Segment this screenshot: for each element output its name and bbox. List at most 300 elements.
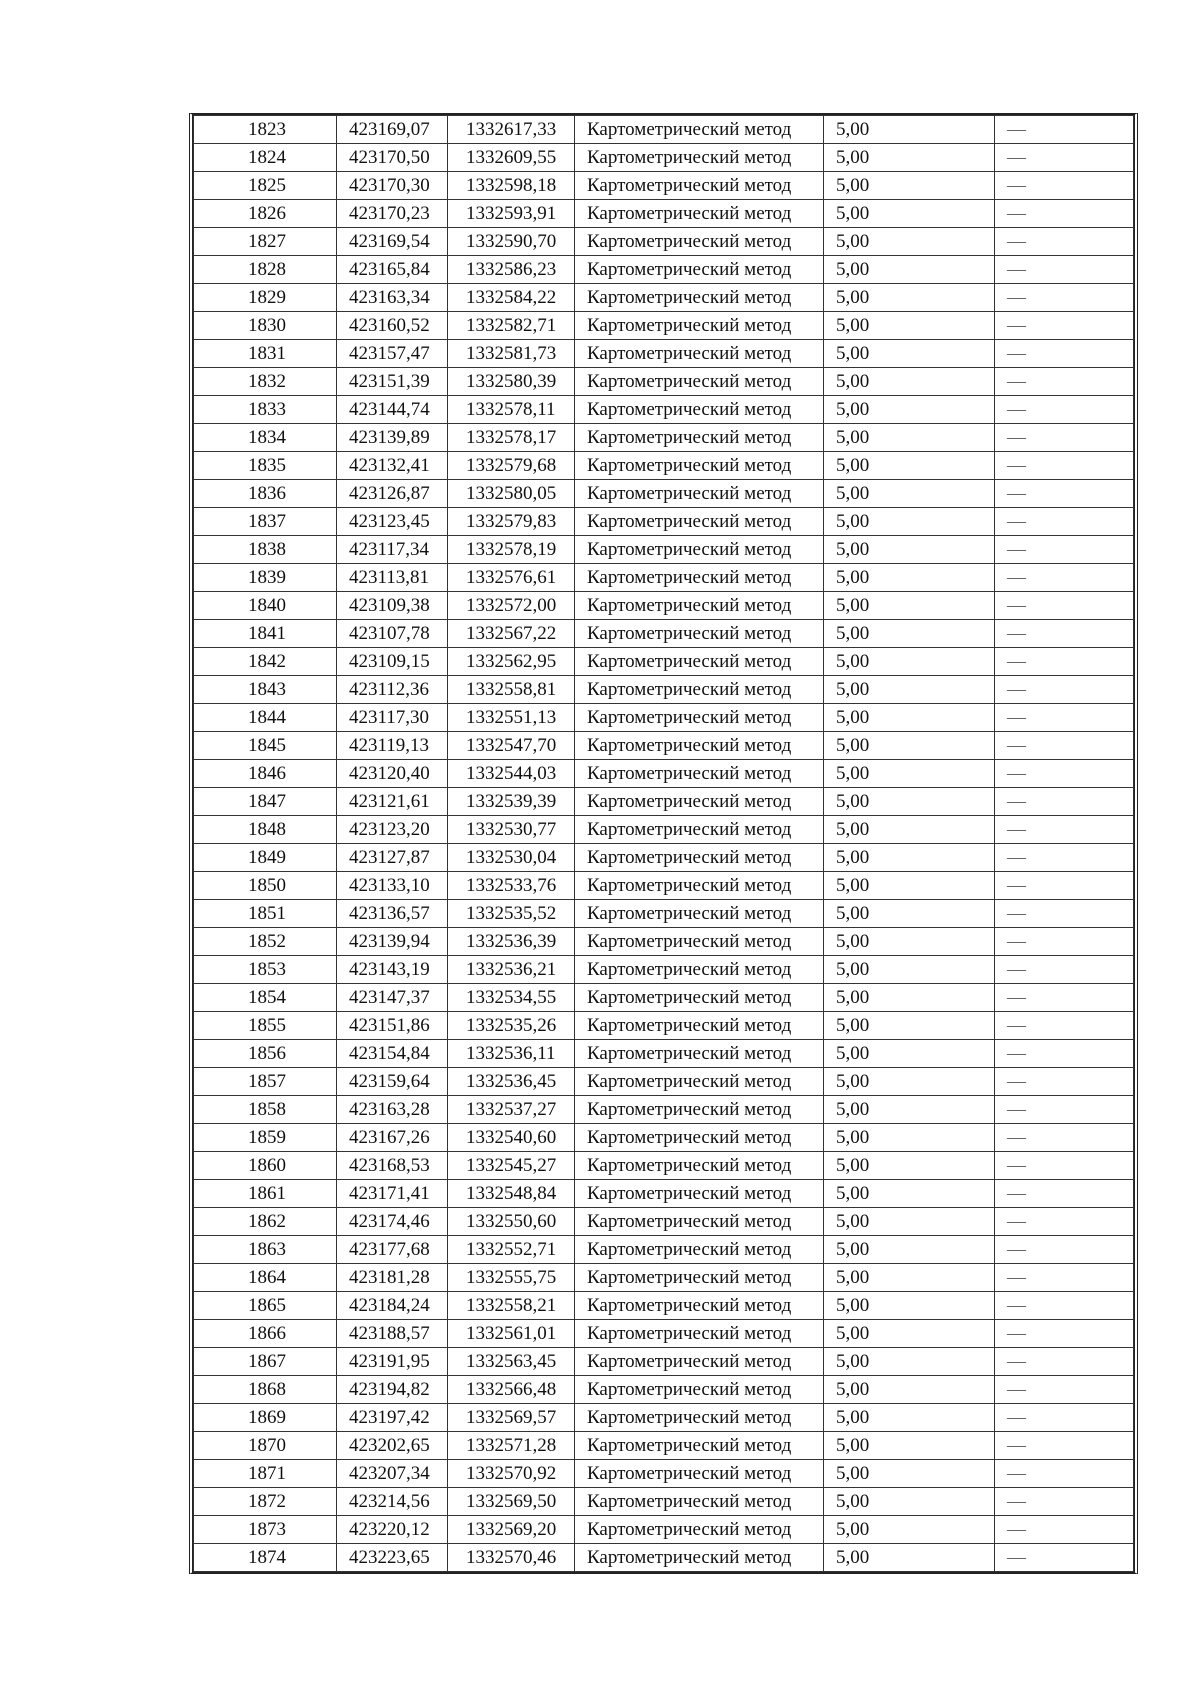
x-coordinate-cell: 423117,34: [337, 536, 448, 564]
x-coordinate-cell: 423127,87: [337, 844, 448, 872]
x-coordinate-cell: 423169,54: [337, 228, 448, 256]
table-row: [194, 144, 1134, 172]
dash-cell: —: [995, 508, 1134, 536]
table-row: [194, 536, 1134, 564]
x-coordinate-cell: 423136,57: [337, 900, 448, 928]
x-coordinate-cell: 423207,34: [337, 1460, 448, 1488]
y-coordinate-cell: 1332539,39: [448, 788, 575, 816]
accuracy-cell: 5,00: [824, 1012, 995, 1040]
y-coordinate-cell: 1332555,75: [448, 1264, 575, 1292]
method-cell: Картометрический метод: [575, 620, 824, 648]
method-cell: Картометрический метод: [575, 592, 824, 620]
accuracy-cell: 5,00: [824, 984, 995, 1012]
y-coordinate-cell: 1332558,81: [448, 676, 575, 704]
accuracy-cell: 5,00: [824, 1068, 995, 1096]
point-number-cell: 1853: [194, 956, 337, 984]
accuracy-cell: 5,00: [824, 1124, 995, 1152]
y-coordinate-cell: 1332530,04: [448, 844, 575, 872]
point-number-cell: 1874: [194, 1544, 337, 1572]
dash-cell: —: [995, 900, 1134, 928]
table-row: [194, 592, 1134, 620]
accuracy-cell: 5,00: [824, 1040, 995, 1068]
table-row: [194, 872, 1134, 900]
method-cell: Картометрический метод: [575, 844, 824, 872]
method-cell: Картометрический метод: [575, 900, 824, 928]
y-coordinate-cell: 1332544,03: [448, 760, 575, 788]
x-coordinate-cell: 423154,84: [337, 1040, 448, 1068]
table-row: [194, 900, 1134, 928]
x-coordinate-cell: 423109,38: [337, 592, 448, 620]
x-coordinate-cell: 423107,78: [337, 620, 448, 648]
table-row: [194, 1292, 1134, 1320]
x-coordinate-cell: 423177,68: [337, 1236, 448, 1264]
table-row: [194, 284, 1134, 312]
x-coordinate-cell: 423223,65: [337, 1544, 448, 1572]
method-cell: Картометрический метод: [575, 1292, 824, 1320]
method-cell: Картометрический метод: [575, 760, 824, 788]
dash-cell: —: [995, 704, 1134, 732]
accuracy-cell: 5,00: [824, 536, 995, 564]
x-coordinate-cell: 423163,34: [337, 284, 448, 312]
point-number-cell: 1856: [194, 1040, 337, 1068]
dash-cell: —: [995, 1068, 1134, 1096]
dash-cell: —: [995, 228, 1134, 256]
y-coordinate-cell: 1332535,52: [448, 900, 575, 928]
x-coordinate-cell: 423214,56: [337, 1488, 448, 1516]
method-cell: Картометрический метод: [575, 1124, 824, 1152]
y-coordinate-cell: 1332617,33: [448, 116, 575, 144]
dash-cell: —: [995, 956, 1134, 984]
point-number-cell: 1836: [194, 480, 337, 508]
table-row: [194, 1152, 1134, 1180]
accuracy-cell: 5,00: [824, 200, 995, 228]
method-cell: Картометрический метод: [575, 1544, 824, 1572]
table-row: [194, 788, 1134, 816]
dash-cell: —: [995, 1040, 1134, 1068]
method-cell: Картометрический метод: [575, 1488, 824, 1516]
table-row: [194, 1516, 1134, 1544]
x-coordinate-cell: 423181,28: [337, 1264, 448, 1292]
dash-cell: —: [995, 368, 1134, 396]
x-coordinate-cell: 423170,30: [337, 172, 448, 200]
point-number-cell: 1833: [194, 396, 337, 424]
y-coordinate-cell: 1332567,22: [448, 620, 575, 648]
dash-cell: —: [995, 676, 1134, 704]
y-coordinate-cell: 1332576,61: [448, 564, 575, 592]
accuracy-cell: 5,00: [824, 1320, 995, 1348]
point-number-cell: 1854: [194, 984, 337, 1012]
dash-cell: —: [995, 1348, 1134, 1376]
table-row: [194, 1012, 1134, 1040]
dash-cell: —: [995, 452, 1134, 480]
point-number-cell: 1834: [194, 424, 337, 452]
y-coordinate-cell: 1332536,45: [448, 1068, 575, 1096]
y-coordinate-cell: 1332593,91: [448, 200, 575, 228]
point-number-cell: 1827: [194, 228, 337, 256]
x-coordinate-cell: 423113,81: [337, 564, 448, 592]
method-cell: Картометрический метод: [575, 508, 824, 536]
accuracy-cell: 5,00: [824, 1096, 995, 1124]
accuracy-cell: 5,00: [824, 1488, 995, 1516]
point-number-cell: 1861: [194, 1180, 337, 1208]
table-row: [194, 1404, 1134, 1432]
method-cell: Картометрический метод: [575, 1180, 824, 1208]
x-coordinate-cell: 423191,95: [337, 1348, 448, 1376]
table-row: [194, 116, 1134, 144]
accuracy-cell: 5,00: [824, 900, 995, 928]
method-cell: Картометрический метод: [575, 1096, 824, 1124]
accuracy-cell: 5,00: [824, 256, 995, 284]
point-number-cell: 1847: [194, 788, 337, 816]
dash-cell: —: [995, 1264, 1134, 1292]
table-row: [194, 172, 1134, 200]
x-coordinate-cell: 423109,15: [337, 648, 448, 676]
point-number-cell: 1831: [194, 340, 337, 368]
point-number-cell: 1844: [194, 704, 337, 732]
table-row: [194, 1432, 1134, 1460]
x-coordinate-cell: 423151,39: [337, 368, 448, 396]
method-cell: Картометрический метод: [575, 312, 824, 340]
x-coordinate-cell: 423202,65: [337, 1432, 448, 1460]
dash-cell: —: [995, 116, 1134, 144]
dash-cell: —: [995, 1012, 1134, 1040]
point-number-cell: 1841: [194, 620, 337, 648]
y-coordinate-cell: 1332533,76: [448, 872, 575, 900]
x-coordinate-cell: 423171,41: [337, 1180, 448, 1208]
accuracy-cell: 5,00: [824, 816, 995, 844]
dash-cell: —: [995, 424, 1134, 452]
point-number-cell: 1843: [194, 676, 337, 704]
dash-cell: —: [995, 844, 1134, 872]
point-number-cell: 1832: [194, 368, 337, 396]
table-row: [194, 1320, 1134, 1348]
method-cell: Картометрический метод: [575, 1208, 824, 1236]
accuracy-cell: 5,00: [824, 1376, 995, 1404]
method-cell: Картометрический метод: [575, 816, 824, 844]
method-cell: Картометрический метод: [575, 1068, 824, 1096]
y-coordinate-cell: 1332536,39: [448, 928, 575, 956]
dash-cell: —: [995, 1320, 1134, 1348]
table-row: [194, 1460, 1134, 1488]
point-number-cell: 1823: [194, 116, 337, 144]
y-coordinate-cell: 1332569,50: [448, 1488, 575, 1516]
method-cell: Картометрический метод: [575, 872, 824, 900]
y-coordinate-cell: 1332598,18: [448, 172, 575, 200]
point-number-cell: 1858: [194, 1096, 337, 1124]
accuracy-cell: 5,00: [824, 312, 995, 340]
point-number-cell: 1866: [194, 1320, 337, 1348]
y-coordinate-cell: 1332578,19: [448, 536, 575, 564]
accuracy-cell: 5,00: [824, 732, 995, 760]
y-coordinate-cell: 1332578,17: [448, 424, 575, 452]
y-coordinate-cell: 1332545,27: [448, 1152, 575, 1180]
method-cell: Картометрический метод: [575, 172, 824, 200]
x-coordinate-cell: 423143,19: [337, 956, 448, 984]
y-coordinate-cell: 1332572,00: [448, 592, 575, 620]
table-row: [194, 1376, 1134, 1404]
accuracy-cell: 5,00: [824, 1432, 995, 1460]
accuracy-cell: 5,00: [824, 1292, 995, 1320]
x-coordinate-cell: 423197,42: [337, 1404, 448, 1432]
table-row: [194, 200, 1134, 228]
y-coordinate-cell: 1332558,21: [448, 1292, 575, 1320]
dash-cell: —: [995, 144, 1134, 172]
point-number-cell: 1862: [194, 1208, 337, 1236]
table-row: [194, 1124, 1134, 1152]
point-number-cell: 1824: [194, 144, 337, 172]
dash-cell: —: [995, 760, 1134, 788]
accuracy-cell: 5,00: [824, 340, 995, 368]
dash-cell: —: [995, 564, 1134, 592]
point-number-cell: 1829: [194, 284, 337, 312]
table-row: [194, 760, 1134, 788]
method-cell: Картометрический метод: [575, 536, 824, 564]
x-coordinate-cell: 423139,89: [337, 424, 448, 452]
x-coordinate-cell: 423119,13: [337, 732, 448, 760]
y-coordinate-cell: 1332540,60: [448, 1124, 575, 1152]
table-row: [194, 844, 1134, 872]
dash-cell: —: [995, 1404, 1134, 1432]
point-number-cell: 1828: [194, 256, 337, 284]
method-cell: Картометрический метод: [575, 200, 824, 228]
point-number-cell: 1850: [194, 872, 337, 900]
y-coordinate-cell: 1332530,77: [448, 816, 575, 844]
point-number-cell: 1826: [194, 200, 337, 228]
x-coordinate-cell: 423167,26: [337, 1124, 448, 1152]
method-cell: Картометрический метод: [575, 424, 824, 452]
method-cell: Картометрический метод: [575, 1348, 824, 1376]
accuracy-cell: 5,00: [824, 1460, 995, 1488]
y-coordinate-cell: 1332570,92: [448, 1460, 575, 1488]
method-cell: Картометрический метод: [575, 1012, 824, 1040]
y-coordinate-cell: 1332537,27: [448, 1096, 575, 1124]
y-coordinate-cell: 1332579,83: [448, 508, 575, 536]
method-cell: Картометрический метод: [575, 984, 824, 1012]
table-row: [194, 256, 1134, 284]
method-cell: Картометрический метод: [575, 1152, 824, 1180]
table-row: [194, 228, 1134, 256]
point-number-cell: 1845: [194, 732, 337, 760]
table-row: [194, 1264, 1134, 1292]
point-number-cell: 1868: [194, 1376, 337, 1404]
y-coordinate-cell: 1332563,45: [448, 1348, 575, 1376]
x-coordinate-cell: 423159,64: [337, 1068, 448, 1096]
point-number-cell: 1870: [194, 1432, 337, 1460]
method-cell: Картометрический метод: [575, 788, 824, 816]
x-coordinate-cell: 423160,52: [337, 312, 448, 340]
method-cell: Картометрический метод: [575, 1236, 824, 1264]
y-coordinate-cell: 1332590,70: [448, 228, 575, 256]
method-cell: Картометрический метод: [575, 564, 824, 592]
table-row: [194, 340, 1134, 368]
table-row: [194, 1544, 1134, 1572]
dash-cell: —: [995, 592, 1134, 620]
y-coordinate-cell: 1332570,46: [448, 1544, 575, 1572]
point-number-cell: 1846: [194, 760, 337, 788]
coordinates-table: [193, 115, 1134, 1572]
point-number-cell: 1838: [194, 536, 337, 564]
table-row: [194, 564, 1134, 592]
method-cell: Картометрический метод: [575, 1404, 824, 1432]
method-cell: Картометрический метод: [575, 704, 824, 732]
table-row: [194, 984, 1134, 1012]
accuracy-cell: 5,00: [824, 1544, 995, 1572]
dash-cell: —: [995, 396, 1134, 424]
x-coordinate-cell: 423144,74: [337, 396, 448, 424]
point-number-cell: 1871: [194, 1460, 337, 1488]
table-row: [194, 620, 1134, 648]
accuracy-cell: 5,00: [824, 676, 995, 704]
x-coordinate-cell: 423220,12: [337, 1516, 448, 1544]
method-cell: Картометрический метод: [575, 1376, 824, 1404]
x-coordinate-cell: 423169,07: [337, 116, 448, 144]
point-number-cell: 1840: [194, 592, 337, 620]
accuracy-cell: 5,00: [824, 1264, 995, 1292]
dash-cell: —: [995, 816, 1134, 844]
x-coordinate-cell: 423170,23: [337, 200, 448, 228]
y-coordinate-cell: 1332569,20: [448, 1516, 575, 1544]
dash-cell: —: [995, 1432, 1134, 1460]
dash-cell: —: [995, 1460, 1134, 1488]
table-row: [194, 508, 1134, 536]
x-coordinate-cell: 423139,94: [337, 928, 448, 956]
table-row: [194, 956, 1134, 984]
y-coordinate-cell: 1332609,55: [448, 144, 575, 172]
y-coordinate-cell: 1332584,22: [448, 284, 575, 312]
method-cell: Картометрический метод: [575, 1516, 824, 1544]
y-coordinate-cell: 1332581,73: [448, 340, 575, 368]
point-number-cell: 1839: [194, 564, 337, 592]
accuracy-cell: 5,00: [824, 396, 995, 424]
accuracy-cell: 5,00: [824, 844, 995, 872]
x-coordinate-cell: 423168,53: [337, 1152, 448, 1180]
table-row: [194, 1180, 1134, 1208]
accuracy-cell: 5,00: [824, 1152, 995, 1180]
point-number-cell: 1842: [194, 648, 337, 676]
y-coordinate-cell: 1332566,48: [448, 1376, 575, 1404]
accuracy-cell: 5,00: [824, 1516, 995, 1544]
x-coordinate-cell: 423112,36: [337, 676, 448, 704]
method-cell: Картометрический метод: [575, 284, 824, 312]
coordinates-table-frame: [189, 113, 1138, 1574]
y-coordinate-cell: 1332534,55: [448, 984, 575, 1012]
accuracy-cell: 5,00: [824, 928, 995, 956]
method-cell: Картометрический метод: [575, 1460, 824, 1488]
method-cell: Картометрический метод: [575, 732, 824, 760]
dash-cell: —: [995, 732, 1134, 760]
dash-cell: —: [995, 1516, 1134, 1544]
point-number-cell: 1873: [194, 1516, 337, 1544]
dash-cell: —: [995, 1096, 1134, 1124]
accuracy-cell: 5,00: [824, 1348, 995, 1376]
table-row: [194, 1488, 1134, 1516]
dash-cell: —: [995, 340, 1134, 368]
accuracy-cell: 5,00: [824, 284, 995, 312]
x-coordinate-cell: 423132,41: [337, 452, 448, 480]
dash-cell: —: [995, 1124, 1134, 1152]
dash-cell: —: [995, 480, 1134, 508]
point-number-cell: 1864: [194, 1264, 337, 1292]
accuracy-cell: 5,00: [824, 368, 995, 396]
method-cell: Картометрический метод: [575, 396, 824, 424]
point-number-cell: 1855: [194, 1012, 337, 1040]
dash-cell: —: [995, 788, 1134, 816]
dash-cell: —: [995, 984, 1134, 1012]
y-coordinate-cell: 1332571,28: [448, 1432, 575, 1460]
accuracy-cell: 5,00: [824, 872, 995, 900]
point-number-cell: 1857: [194, 1068, 337, 1096]
point-number-cell: 1865: [194, 1292, 337, 1320]
coordinates-table-body: [194, 116, 1134, 1572]
table-row: [194, 480, 1134, 508]
method-cell: Картометрический метод: [575, 228, 824, 256]
y-coordinate-cell: 1332582,71: [448, 312, 575, 340]
accuracy-cell: 5,00: [824, 172, 995, 200]
table-row: [194, 816, 1134, 844]
dash-cell: —: [995, 1208, 1134, 1236]
accuracy-cell: 5,00: [824, 1404, 995, 1432]
x-coordinate-cell: 423194,82: [337, 1376, 448, 1404]
table-row: [194, 1096, 1134, 1124]
point-number-cell: 1835: [194, 452, 337, 480]
x-coordinate-cell: 423133,10: [337, 872, 448, 900]
method-cell: Картометрический метод: [575, 340, 824, 368]
point-number-cell: 1837: [194, 508, 337, 536]
dash-cell: —: [995, 312, 1134, 340]
accuracy-cell: 5,00: [824, 508, 995, 536]
x-coordinate-cell: 423188,57: [337, 1320, 448, 1348]
method-cell: Картометрический метод: [575, 368, 824, 396]
table-row: [194, 732, 1134, 760]
y-coordinate-cell: 1332536,21: [448, 956, 575, 984]
y-coordinate-cell: 1332579,68: [448, 452, 575, 480]
y-coordinate-cell: 1332552,71: [448, 1236, 575, 1264]
accuracy-cell: 5,00: [824, 116, 995, 144]
accuracy-cell: 5,00: [824, 760, 995, 788]
point-number-cell: 1852: [194, 928, 337, 956]
accuracy-cell: 5,00: [824, 704, 995, 732]
dash-cell: —: [995, 1236, 1134, 1264]
accuracy-cell: 5,00: [824, 1180, 995, 1208]
y-coordinate-cell: 1332580,39: [448, 368, 575, 396]
accuracy-cell: 5,00: [824, 620, 995, 648]
method-cell: Картометрический метод: [575, 676, 824, 704]
accuracy-cell: 5,00: [824, 144, 995, 172]
method-cell: Картометрический метод: [575, 928, 824, 956]
y-coordinate-cell: 1332578,11: [448, 396, 575, 424]
dash-cell: —: [995, 1544, 1134, 1572]
table-row: [194, 1236, 1134, 1264]
y-coordinate-cell: 1332550,60: [448, 1208, 575, 1236]
accuracy-cell: 5,00: [824, 480, 995, 508]
x-coordinate-cell: 423184,24: [337, 1292, 448, 1320]
point-number-cell: 1860: [194, 1152, 337, 1180]
method-cell: Картометрический метод: [575, 1432, 824, 1460]
table-row: [194, 704, 1134, 732]
table-row: [194, 396, 1134, 424]
point-number-cell: 1851: [194, 900, 337, 928]
y-coordinate-cell: 1332580,05: [448, 480, 575, 508]
point-number-cell: 1863: [194, 1236, 337, 1264]
x-coordinate-cell: 423123,20: [337, 816, 448, 844]
accuracy-cell: 5,00: [824, 648, 995, 676]
point-number-cell: 1872: [194, 1488, 337, 1516]
method-cell: Картометрический метод: [575, 648, 824, 676]
y-coordinate-cell: 1332535,26: [448, 1012, 575, 1040]
dash-cell: —: [995, 172, 1134, 200]
dash-cell: —: [995, 620, 1134, 648]
dash-cell: —: [995, 256, 1134, 284]
